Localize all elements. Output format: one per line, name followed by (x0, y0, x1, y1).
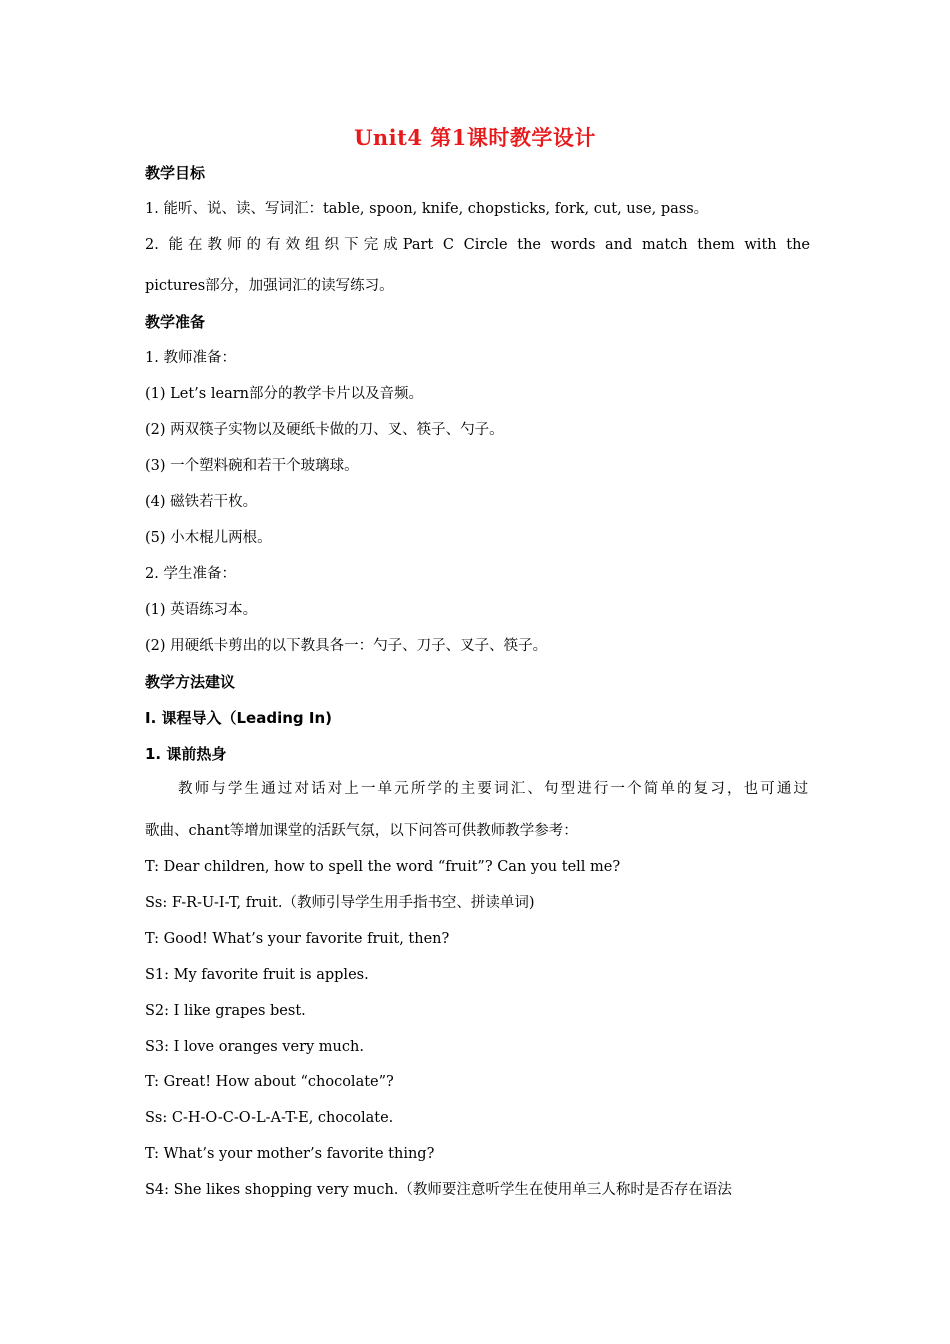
paragraph-line: (3) 一个塑料碗和若干个玻璃球。 (145, 458, 359, 474)
dialogue-line: Ss: F-R-U-I-T, fruit.（教师引导学生用手指书空、拼读单词) (145, 895, 535, 911)
dialogue-line: T: What’s your mother’s favorite thing? (145, 1146, 435, 1162)
paragraph-line: 1. 教师准备： (145, 350, 236, 366)
subsection-heading-leading-in: I. 课程导入（Leading In) (145, 709, 332, 727)
paragraph-line: (1) 英语练习本。 (145, 602, 258, 618)
paragraph-line: 歌曲、chant等增加课堂的活跃气氛，以下问答可供教师教学参考： (145, 823, 578, 839)
dialogue-line: T: Great! How about “chocolate”? (145, 1074, 394, 1090)
dialogue-line: S2: I like grapes best. (145, 1003, 306, 1019)
paragraph-line: (2) 两双筷子实物以及硬纸卡做的刀、叉、筷子、勺子。 (145, 422, 504, 438)
paragraph-line: 2. 学生准备： (145, 566, 236, 582)
paragraph-line: (1) Let’s learn部分的教学卡片以及音频。 (145, 386, 423, 402)
dialogue-line: T: Good! What’s your favorite fruit, then? (145, 931, 450, 947)
paragraph-line: 2. 能在教师的有效组织下完成Part C Circle the words and match them with the (145, 237, 810, 253)
dialogue-line: T: Dear children, how to spell the word “fruit”? Can you tell me? (145, 859, 621, 875)
subsection-heading-warm-up: 1. 课前热身 (145, 745, 227, 763)
dialogue-line: S4: She likes shopping very much.（教师要注意听学生在使用单三人称时是否存在语法 (145, 1182, 732, 1198)
paragraph-line: (5) 小木棍儿两根。 (145, 530, 272, 546)
section-heading-objectives: 教学目标 (145, 164, 206, 182)
paragraph-line: 1. 能听、说、读、写词汇：table, spoon, knife, chopsticks, fork, cut, use, pass。 (145, 201, 709, 217)
dialogue-line: S3: I love oranges very much. (145, 1039, 364, 1055)
dialogue-line: S1: My favorite fruit is apples. (145, 967, 369, 983)
paragraph-line: (2) 用硬纸卡剪出的以下教具各一：勺子、刀子、叉子、筷子。 (145, 638, 548, 654)
paragraph-line: (4) 磁铁若干枚。 (145, 494, 258, 510)
section-heading-methods: 教学方法建议 (145, 673, 236, 691)
paragraph-line: pictures部分，加强词汇的读写练习。 (145, 278, 394, 294)
section-heading-preparation: 教学准备 (145, 313, 206, 331)
document-title: Unit4 第1课时教学设计 (354, 125, 596, 150)
paragraph-line: 教师与学生通过对话对上一单元所学的主要词汇、句型进行一个简单的复习，也可通过 (178, 781, 808, 797)
dialogue-line: Ss: C-H-O-C-O-L-A-T-E, chocolate. (145, 1110, 394, 1126)
